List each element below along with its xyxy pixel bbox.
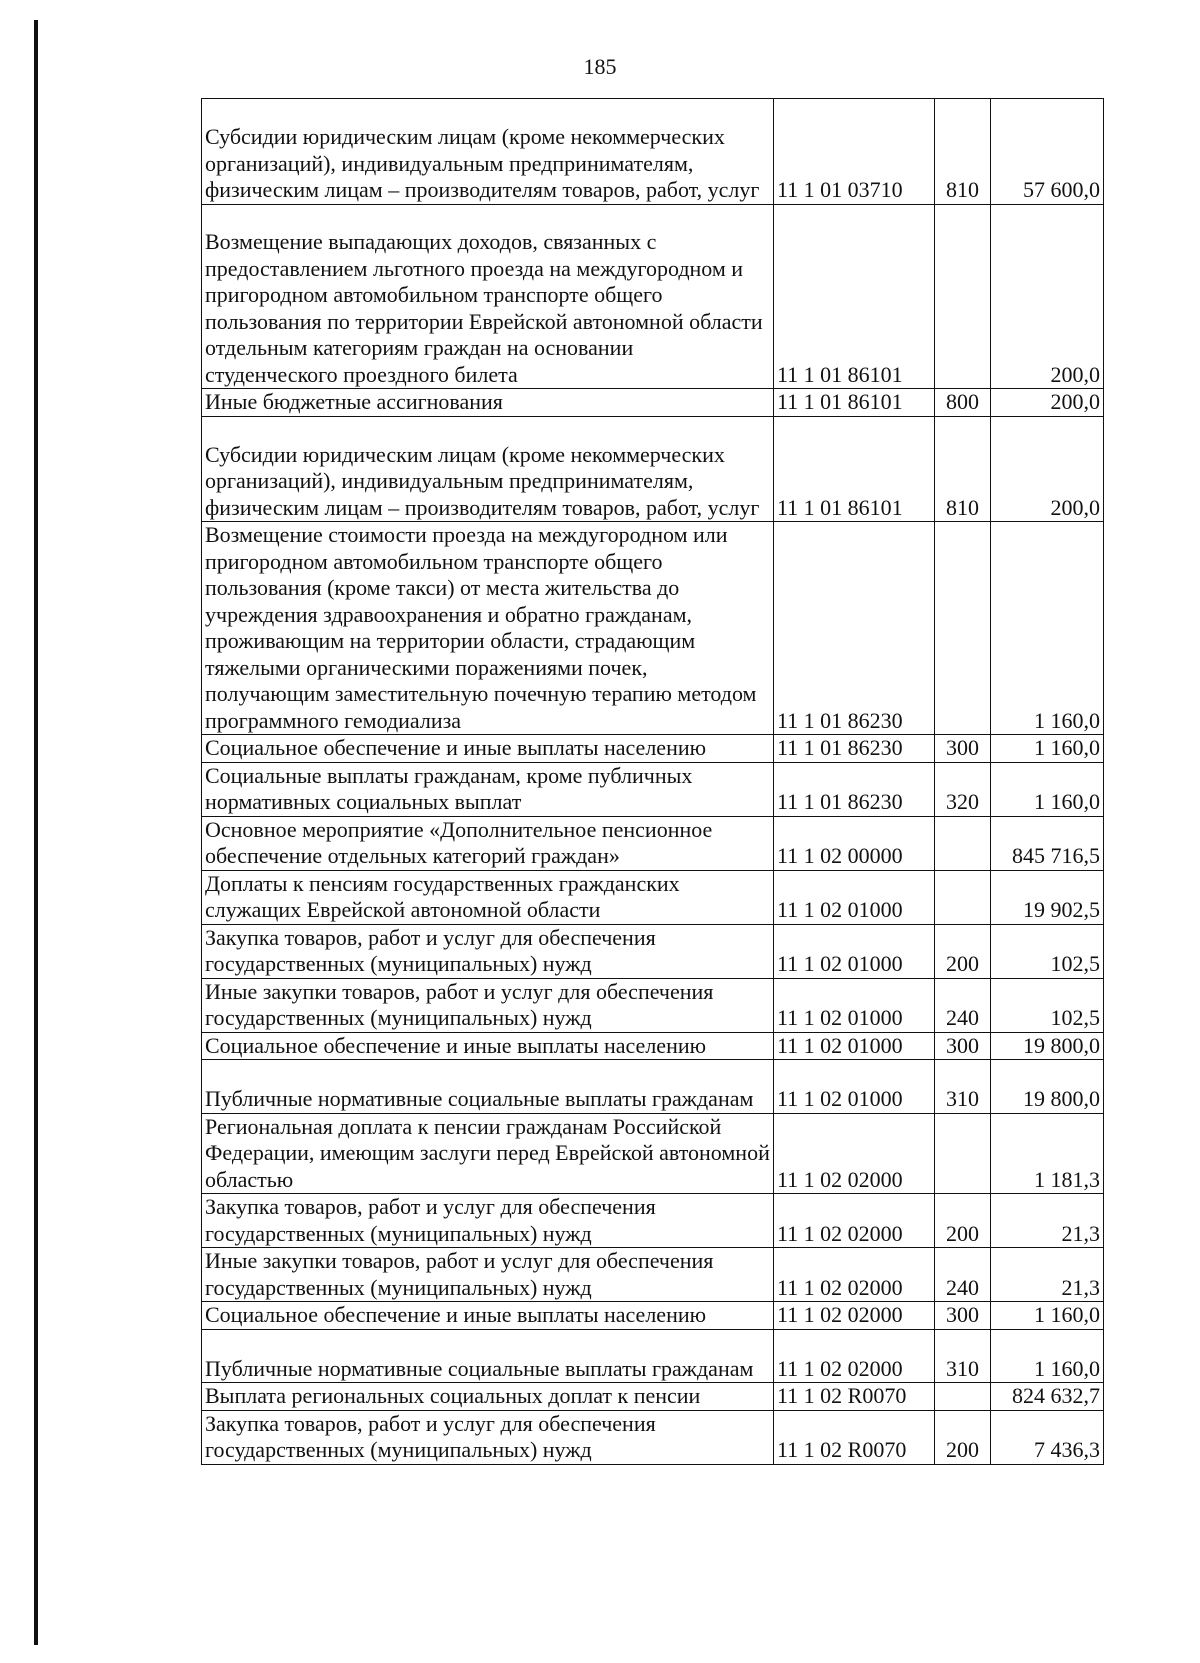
row-name-cell: Иные бюджетные ассигнования: [202, 389, 774, 417]
row-sum-cell: 21,3: [991, 1194, 1104, 1248]
table-row: [202, 924, 1104, 978]
row-name-cell: Социальное обеспечение и иные выплаты населению: [202, 1032, 774, 1060]
table-row: [202, 389, 1104, 417]
row-name-cell: Иные закупки товаров, работ и услуг для обеспечения государственных (муниципальных) нужд: [202, 1248, 774, 1302]
row-type-cell: 300: [935, 735, 991, 763]
row-code-cell: 11 1 02 02000: [774, 1248, 935, 1302]
table-row: [202, 204, 1104, 388]
row-sum-cell: 200,0: [991, 389, 1104, 417]
row-type-cell: 300: [935, 1302, 991, 1330]
table-row: [202, 1383, 1104, 1411]
row-type-cell: 810: [935, 99, 991, 205]
row-code-cell: 11 1 01 86230: [774, 735, 935, 763]
row-type-cell: 320: [935, 762, 991, 816]
row-sum-cell: 19 902,5: [991, 870, 1104, 924]
table-row: [202, 978, 1104, 1032]
row-type-cell: [935, 1383, 991, 1411]
row-name-cell: Доплаты к пенсиям государственных гражданских служащих Еврейской автономной области: [202, 870, 774, 924]
row-sum-cell: 200,0: [991, 416, 1104, 522]
row-sum-cell: 7 436,3: [991, 1410, 1104, 1464]
row-sum-cell: 19 800,0: [991, 1032, 1104, 1060]
row-sum-cell: 845 716,5: [991, 816, 1104, 870]
row-name-cell: Социальное обеспечение и иные выплаты населению: [202, 735, 774, 763]
row-name-cell: Социальные выплаты гражданам, кроме публичных нормативных социальных выплат: [202, 762, 774, 816]
row-sum-cell: 102,5: [991, 978, 1104, 1032]
table-row: [202, 522, 1104, 735]
page-number: 185: [583, 54, 617, 79]
row-sum-cell: 1 160,0: [991, 1329, 1104, 1382]
row-type-cell: 200: [935, 924, 991, 978]
table-row: [202, 816, 1104, 870]
row-code-cell: 11 1 02 01000: [774, 1032, 935, 1060]
row-type-cell: [935, 204, 991, 388]
row-sum-cell: 57 600,0: [991, 99, 1104, 205]
row-type-cell: 810: [935, 416, 991, 522]
row-code-cell: 11 1 02 02000: [774, 1302, 935, 1330]
row-sum-cell: 21,3: [991, 1248, 1104, 1302]
row-code-cell: 11 1 02 02000: [774, 1113, 935, 1194]
row-name-cell: Публичные нормативные социальные выплаты гражданам: [202, 1060, 774, 1113]
row-code-cell: 11 1 01 86101: [774, 389, 935, 417]
row-name-cell: Субсидии юридическим лицам (кроме некоммерческих организаций), индивидуальным предпринимателям, физическим лицам – производителям товаров, работ, услуг: [202, 99, 774, 205]
table-row: [202, 735, 1104, 763]
row-type-cell: 310: [935, 1060, 991, 1113]
row-type-cell: [935, 1113, 991, 1194]
row-type-cell: [935, 816, 991, 870]
row-sum-cell: 1 160,0: [991, 762, 1104, 816]
row-code-cell: 11 1 02 02000: [774, 1194, 935, 1248]
row-sum-cell: 19 800,0: [991, 1060, 1104, 1113]
row-name-cell: Публичные нормативные социальные выплаты гражданам: [202, 1329, 774, 1382]
row-name-cell: Возмещение стоимости проезда на междугородном или пригородном автомобильном транспорте общего пользования (кроме такси) от места жительства до учреждения здравоохранения и обратно гражданам, проживающим на территории области, страдающим тяжелыми органическими поражениями почек, получающим заместительную почечную терапию методом программного гемодиализа: [202, 522, 774, 735]
row-sum-cell: 102,5: [991, 924, 1104, 978]
row-sum-cell: 1 160,0: [991, 1302, 1104, 1330]
table-row: [202, 99, 1104, 205]
table-row: [202, 1113, 1104, 1194]
table-row: [202, 1194, 1104, 1248]
row-type-cell: 310: [935, 1329, 991, 1382]
row-name-cell: Основное мероприятие «Дополнительное пенсионное обеспечение отдельных категорий граждан»: [202, 816, 774, 870]
row-type-cell: 800: [935, 389, 991, 417]
binding-line: [34, 20, 38, 1645]
row-type-cell: [935, 522, 991, 735]
row-code-cell: 11 1 02 R0070: [774, 1383, 935, 1411]
row-sum-cell: 200,0: [991, 204, 1104, 388]
row-name-cell: Социальное обеспечение и иные выплаты населению: [202, 1302, 774, 1330]
budget-table: [201, 98, 1104, 1465]
row-code-cell: 11 1 02 00000: [774, 816, 935, 870]
row-type-cell: 200: [935, 1194, 991, 1248]
row-name-cell: Субсидии юридическим лицам (кроме некоммерческих организаций), индивидуальным предпринимателям, физическим лицам – производителям товаров, работ, услуг: [202, 416, 774, 522]
table-row: [202, 1410, 1104, 1464]
row-code-cell: 11 1 02 01000: [774, 924, 935, 978]
row-code-cell: 11 1 02 01000: [774, 1060, 935, 1113]
table-row: [202, 1329, 1104, 1382]
budget-table-body: [202, 99, 1104, 1465]
table-row: [202, 416, 1104, 522]
row-code-cell: 11 1 02 R0070: [774, 1410, 935, 1464]
table-row: [202, 762, 1104, 816]
row-code-cell: 11 1 01 03710: [774, 99, 935, 205]
table-row: [202, 1032, 1104, 1060]
row-code-cell: 11 1 01 86101: [774, 204, 935, 388]
row-sum-cell: 1 181,3: [991, 1113, 1104, 1194]
row-name-cell: Возмещение выпадающих доходов, связанных с предоставлением льготного проезда на междугородном и пригородном автомобильном транспорте общего пользования по территории Еврейской автономной области отдельным категориям граждан на основании студенческого проездного билета: [202, 204, 774, 388]
row-code-cell: 11 1 01 86230: [774, 762, 935, 816]
row-code-cell: 11 1 02 01000: [774, 978, 935, 1032]
row-type-cell: [935, 870, 991, 924]
row-type-cell: 240: [935, 978, 991, 1032]
row-name-cell: Закупка товаров, работ и услуг для обеспечения государственных (муниципальных) нужд: [202, 924, 774, 978]
row-sum-cell: 824 632,7: [991, 1383, 1104, 1411]
row-type-cell: 240: [935, 1248, 991, 1302]
row-type-cell: 200: [935, 1410, 991, 1464]
row-sum-cell: 1 160,0: [991, 735, 1104, 763]
row-name-cell: Региональная доплата к пенсии гражданам Российской Федерации, имеющим заслуги перед Еврейской автономной областью: [202, 1113, 774, 1194]
row-name-cell: Иные закупки товаров, работ и услуг для обеспечения государственных (муниципальных) нужд: [202, 978, 774, 1032]
row-name-cell: Закупка товаров, работ и услуг для обеспечения государственных (муниципальных) нужд: [202, 1410, 774, 1464]
table-row: [202, 1302, 1104, 1330]
row-code-cell: 11 1 02 01000: [774, 870, 935, 924]
row-code-cell: 11 1 01 86101: [774, 416, 935, 522]
table-row: [202, 1248, 1104, 1302]
row-type-cell: 300: [935, 1032, 991, 1060]
row-name-cell: Закупка товаров, работ и услуг для обеспечения государственных (муниципальных) нужд: [202, 1194, 774, 1248]
row-code-cell: 11 1 01 86230: [774, 522, 935, 735]
table-row: [202, 1060, 1104, 1113]
row-sum-cell: 1 160,0: [991, 522, 1104, 735]
row-name-cell: Выплата региональных социальных доплат к пенсии: [202, 1383, 774, 1411]
row-code-cell: 11 1 02 02000: [774, 1329, 935, 1382]
table-row: [202, 870, 1104, 924]
